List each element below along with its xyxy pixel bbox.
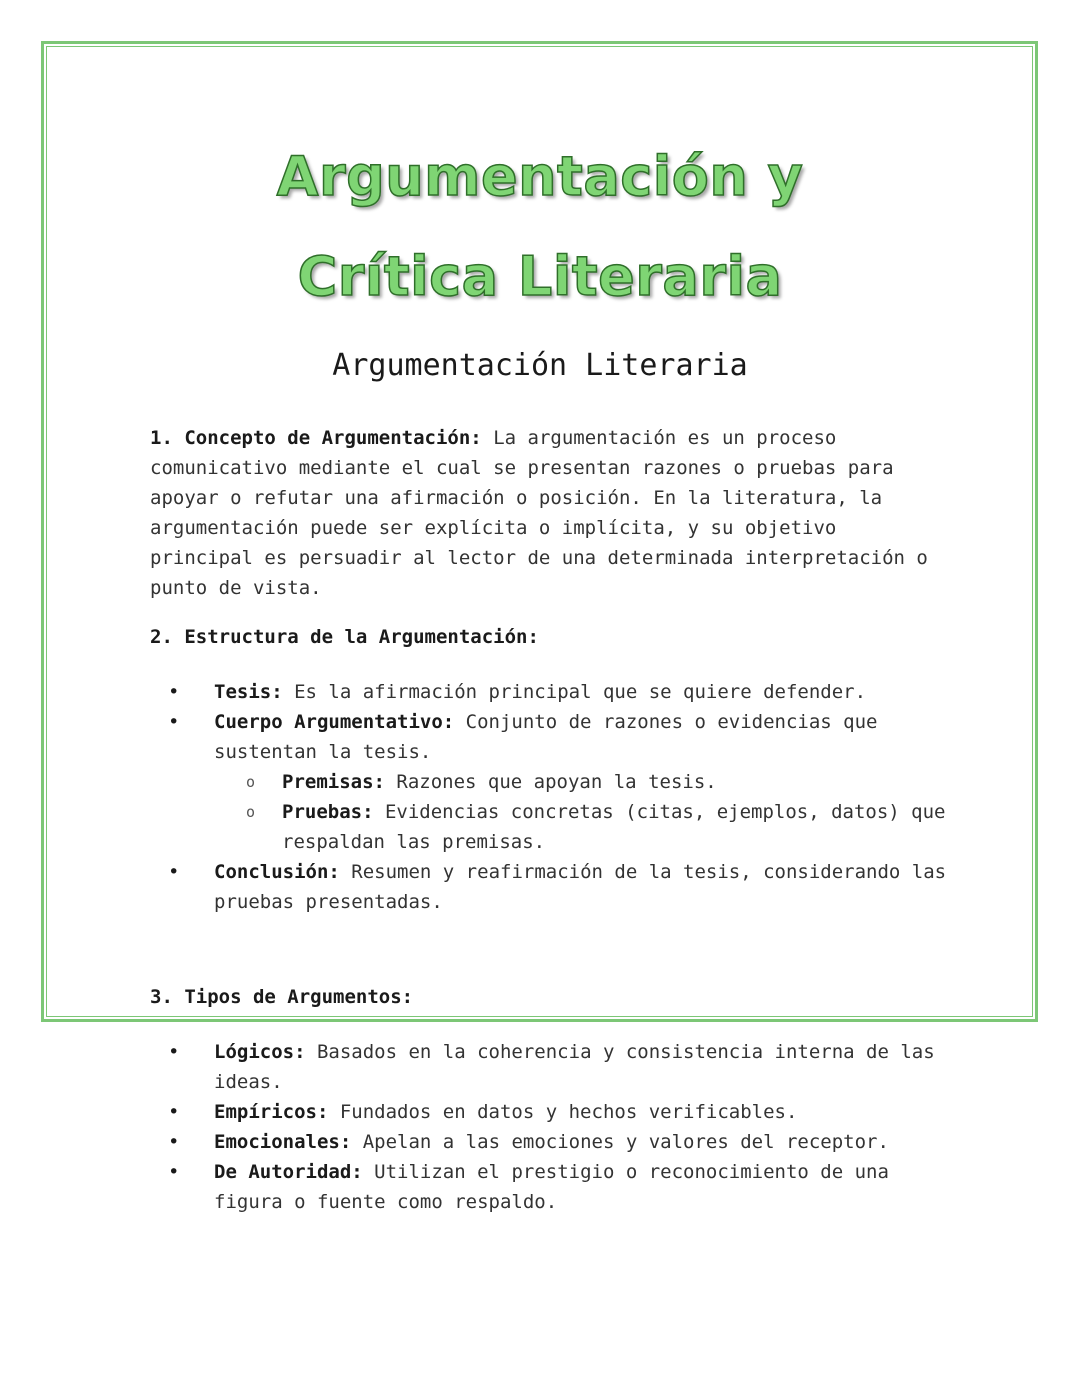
concept-text: La argumentación es un proceso comunicativo mediante el cual se presentan razones o pruebas para apoyar o refutar una afirmación o posición. En la literatura, la argumentación puede ser explícita o implícita, y su objetivo principal es persuadir al lector de una determinada interpretación o punto de vista.	[150, 427, 928, 599]
types-label: 3. Tipos de Argumentos:	[150, 986, 414, 1008]
item-label: Empíricos:	[214, 1101, 329, 1123]
item-text: Basados en la coherencia y consistencia interna de las ideas.	[214, 1041, 935, 1093]
types-list	[150, 1037, 950, 1217]
item-text: Evidencias concretas (citas, ejemplos, datos) que respaldan las premisas.	[282, 801, 946, 853]
structure-heading	[150, 622, 950, 652]
item-label: Lógicos:	[214, 1041, 306, 1063]
structure-label: 2. Estructura de la Argumentación:	[150, 626, 539, 648]
bullet-icon: •	[168, 861, 180, 883]
list-item-autoridad	[150, 1157, 950, 1217]
item-text: Conjunto de razones o evidencias que sustentan la tesis.	[214, 711, 878, 763]
item-label: Cuerpo Argumentativo:	[214, 711, 455, 733]
sublist-item-premisas	[150, 767, 950, 797]
item-text: Utilizan el prestigio o reconocimiento de una figura o fuente como respaldo.	[214, 1161, 889, 1213]
circle-bullet-icon: o	[246, 803, 256, 821]
concept-paragraph	[150, 423, 950, 603]
concept-label: 1. Concepto de Argumentación:	[150, 427, 482, 449]
item-text: Es la afirmación principal que se quiere defender.	[294, 681, 867, 703]
item-label: De Autoridad:	[214, 1161, 363, 1183]
bullet-icon: •	[168, 711, 180, 733]
bullet-icon: •	[168, 681, 180, 703]
types-heading	[150, 982, 950, 1012]
list-item-cuerpo	[150, 707, 950, 767]
item-label: Emocionales:	[214, 1131, 352, 1153]
item-text: Apelan a las emociones y valores del receptor.	[362, 1131, 889, 1153]
bullet-icon: •	[168, 1161, 180, 1183]
item-text: Fundados en datos y hechos verificables.	[339, 1101, 798, 1123]
item-label: Premisas:	[282, 771, 385, 793]
bullet-icon: •	[168, 1041, 180, 1063]
item-label: Tesis:	[214, 681, 283, 703]
list-item-empiricos	[150, 1097, 950, 1127]
structure-list	[150, 677, 950, 917]
list-item-logicos	[150, 1037, 950, 1097]
sublist-item-pruebas	[150, 797, 950, 857]
list-item-conclusion	[150, 857, 950, 917]
item-label: Conclusión:	[214, 861, 340, 883]
section-heading: Argumentación Literaria	[332, 348, 748, 383]
list-item-emocionales	[150, 1127, 950, 1157]
bullet-icon: •	[168, 1101, 180, 1123]
item-text: Resumen y reafirmación de la tesis, considerando las pruebas presentadas.	[214, 861, 947, 913]
item-text: Razones que apoyan la tesis.	[396, 771, 717, 793]
title-line-1: Argumentación y	[276, 145, 804, 208]
circle-bullet-icon: o	[246, 773, 256, 791]
bullet-icon: •	[168, 1131, 180, 1153]
title-line-2: Crítica Literaria	[297, 245, 783, 308]
item-label: Pruebas:	[282, 801, 374, 823]
list-item-tesis	[150, 677, 950, 707]
